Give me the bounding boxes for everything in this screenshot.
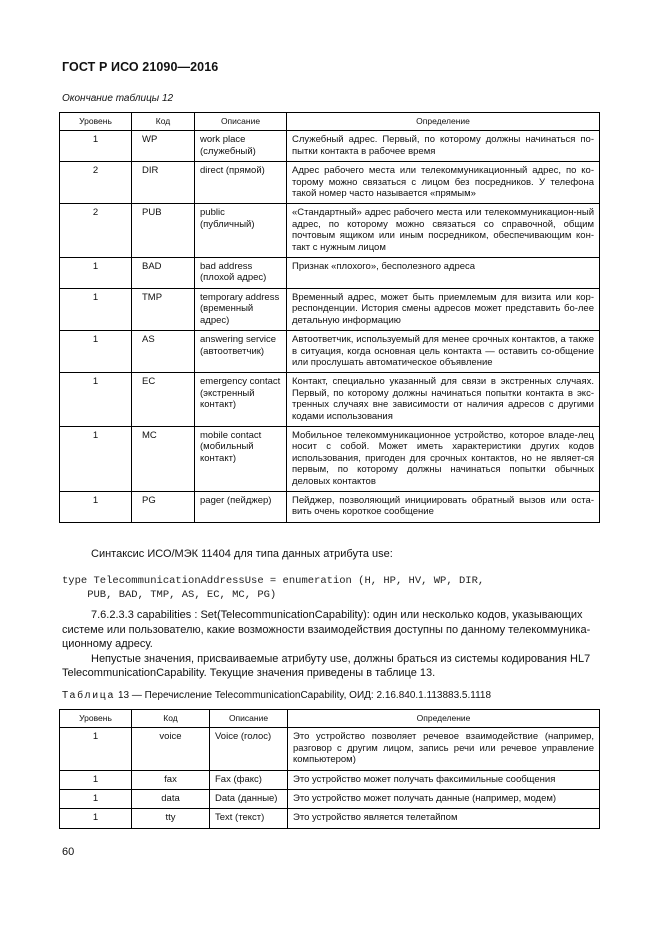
description-cell: work place (служебный): [195, 131, 287, 162]
definition-cell: Это устройство может получать данные (например, модем): [288, 790, 600, 809]
definition-cell: Автоответчик, используемый для менее срочных контактов, а также в ситуация, когда основная цель контакта — оставить со-общение или прослушать автоматическое объявление: [287, 331, 600, 373]
definition-cell: Это устройство может получать факсимильные сообщения: [288, 770, 600, 789]
definition-cell: Адрес рабочего места или телекоммуникационный адрес, по ко-торому можно связаться с лицом без посредников. У телефона такой номер часто называется «прямым»: [287, 162, 600, 204]
table-row: [60, 131, 600, 162]
table-row: [60, 258, 600, 289]
table12-caption: Окончание таблицы 12: [62, 93, 174, 104]
code-cell: BAD: [132, 258, 195, 289]
description-cell: public (публичный): [195, 204, 287, 258]
code-cell: tty: [132, 809, 210, 828]
code-line-2: PUB, BAD, TMP, AS, EC, MC, PG): [62, 589, 277, 601]
definition-cell: Мобильное телекоммуникационное устройство, которое владе-лец носит с собой. Может иметь характеристики других кодов использования, пригоден для срочных контактов, но не являет-ся первым, по которому должны начинаться попытки обычных деловых контактов: [287, 426, 600, 491]
level-cell: 1: [60, 331, 132, 373]
code-cell: AS: [132, 331, 195, 373]
description-cell: Fax (факс): [210, 770, 288, 789]
table13-caption: [62, 689, 491, 704]
definition-cell: Временный адрес, может быть приемлемым для визита или кор-респонденции. История смены адресов может представить бо-лее детальную информацию: [287, 288, 600, 330]
table-12: [59, 112, 600, 523]
level-cell: 1: [60, 131, 132, 162]
table-row: [60, 809, 600, 828]
table-row: [60, 162, 600, 204]
para-capabilities-line3: ционному адресу.: [62, 638, 153, 650]
definition-cell: Признак «плохого», бесполезного адреса: [287, 258, 600, 289]
para-capabilities-line2: системе или пользователю, какие возможности взаимодействия доступны по данному телекоммуника-: [62, 623, 591, 636]
level-cell: 1: [60, 728, 132, 770]
table13-caption-text: 13 — Перечисление TelecommunicationCapability, ОИД: 2.16.840.1.113883.5.1118: [115, 690, 492, 701]
code-cell: PG: [132, 491, 195, 522]
description-cell: bad address (плохой адрес): [195, 258, 287, 289]
definition-cell: Это устройство позволяет речевое взаимодействие (например, разговор с другим лицом, запись речи или речевое управление компьютером): [288, 728, 600, 770]
level-cell: 1: [60, 491, 132, 522]
definition-cell: Служебный адрес. Первый, по которому должны начинаться по-пытки контакта в рабочее время: [287, 131, 600, 162]
description-cell: answering service (автоответчик): [195, 331, 287, 373]
col-header-level: Уровень: [60, 113, 132, 131]
level-cell: 2: [60, 204, 132, 258]
description-cell: temporary address (временный адрес): [195, 288, 287, 330]
level-cell: 1: [60, 288, 132, 330]
level-cell: 1: [60, 258, 132, 289]
description-cell: Data (данные): [210, 790, 288, 809]
para-capabilities-line1: 7.6.2.3.3 capabilities : Set(TelecommunicationCapability): один или несколько кодов, указывающих: [91, 609, 583, 621]
table-row: [60, 373, 600, 427]
code-cell: EC: [132, 373, 195, 427]
code-cell: fax: [132, 770, 210, 789]
description-cell: emergency contact (экстренный контакт): [195, 373, 287, 427]
table13-caption-prefix: Таблица: [62, 690, 116, 701]
col-header-definition: Определение: [288, 710, 600, 728]
level-cell: 1: [60, 770, 132, 789]
table-row: [60, 331, 600, 373]
level-cell: 1: [60, 809, 132, 828]
col-header-code: Код: [132, 113, 195, 131]
table-row: [60, 491, 600, 522]
description-cell: direct (прямой): [195, 162, 287, 204]
code-line-1: type TelecommunicationAddressUse = enumeration (H, HP, HV, WP, DIR,: [62, 575, 485, 587]
table-row: [60, 426, 600, 491]
code-cell: WP: [132, 131, 195, 162]
level-cell: 1: [60, 790, 132, 809]
definition-cell: «Стандартный» адрес рабочего места или телекоммуникацион-ный адрес, по которому можно связаться со справочной, общим почтовым ящиком или иным посредником, обеспечивающим кон-такт с нужным лицом: [287, 204, 600, 258]
page-number: 60: [62, 846, 75, 858]
level-cell: 1: [60, 373, 132, 427]
col-header-code: Код: [132, 710, 210, 728]
table-row: [60, 770, 600, 789]
para-values-line1: Непустые значения, присваиваемые атрибуту use, должны браться из системы кодирования HL7: [91, 652, 591, 665]
description-cell: Text (текст): [210, 809, 288, 828]
code-cell: TMP: [132, 288, 195, 330]
table-row: [60, 204, 600, 258]
table-13: [59, 709, 600, 829]
col-header-level: Уровень: [60, 710, 132, 728]
code-cell: DIR: [132, 162, 195, 204]
code-cell: voice: [132, 728, 210, 770]
para-values-line2: TelecommunicationCapability. Текущие значения приведены в таблице 13.: [62, 667, 436, 679]
definition-cell: Контакт, специально указанный для связи в экстренных случаях. Первый, по которому должны начинаться попытки контакта в экс-тренных случаях вне зависимости от наличия адресов с другими кодами использования: [287, 373, 600, 427]
code-cell: data: [132, 790, 210, 809]
code-cell: MC: [132, 426, 195, 491]
description-cell: pager (пейджер): [195, 491, 287, 522]
col-header-description: Описание: [195, 113, 287, 131]
description-cell: mobile contact (мобильный контакт): [195, 426, 287, 491]
level-cell: 1: [60, 426, 132, 491]
col-header-definition: Определение: [287, 113, 600, 131]
col-header-description: Описание: [210, 710, 288, 728]
definition-cell: Это устройство является телетайпом: [288, 809, 600, 828]
syntax-intro: Синтаксис ИСО/МЭК 11404 для типа данных атрибута use:: [91, 548, 393, 560]
table-row: [60, 790, 600, 809]
level-cell: 2: [60, 162, 132, 204]
table-row: [60, 288, 600, 330]
definition-cell: Пейджер, позволяющий инициировать обратный вызов или оста-вить очень короткое сообщение: [287, 491, 600, 522]
code-cell: PUB: [132, 204, 195, 258]
table-row: [60, 728, 600, 770]
description-cell: Voice (голос): [210, 728, 288, 770]
document-header: ГОСТ Р ИСО 21090—2016: [62, 60, 219, 74]
